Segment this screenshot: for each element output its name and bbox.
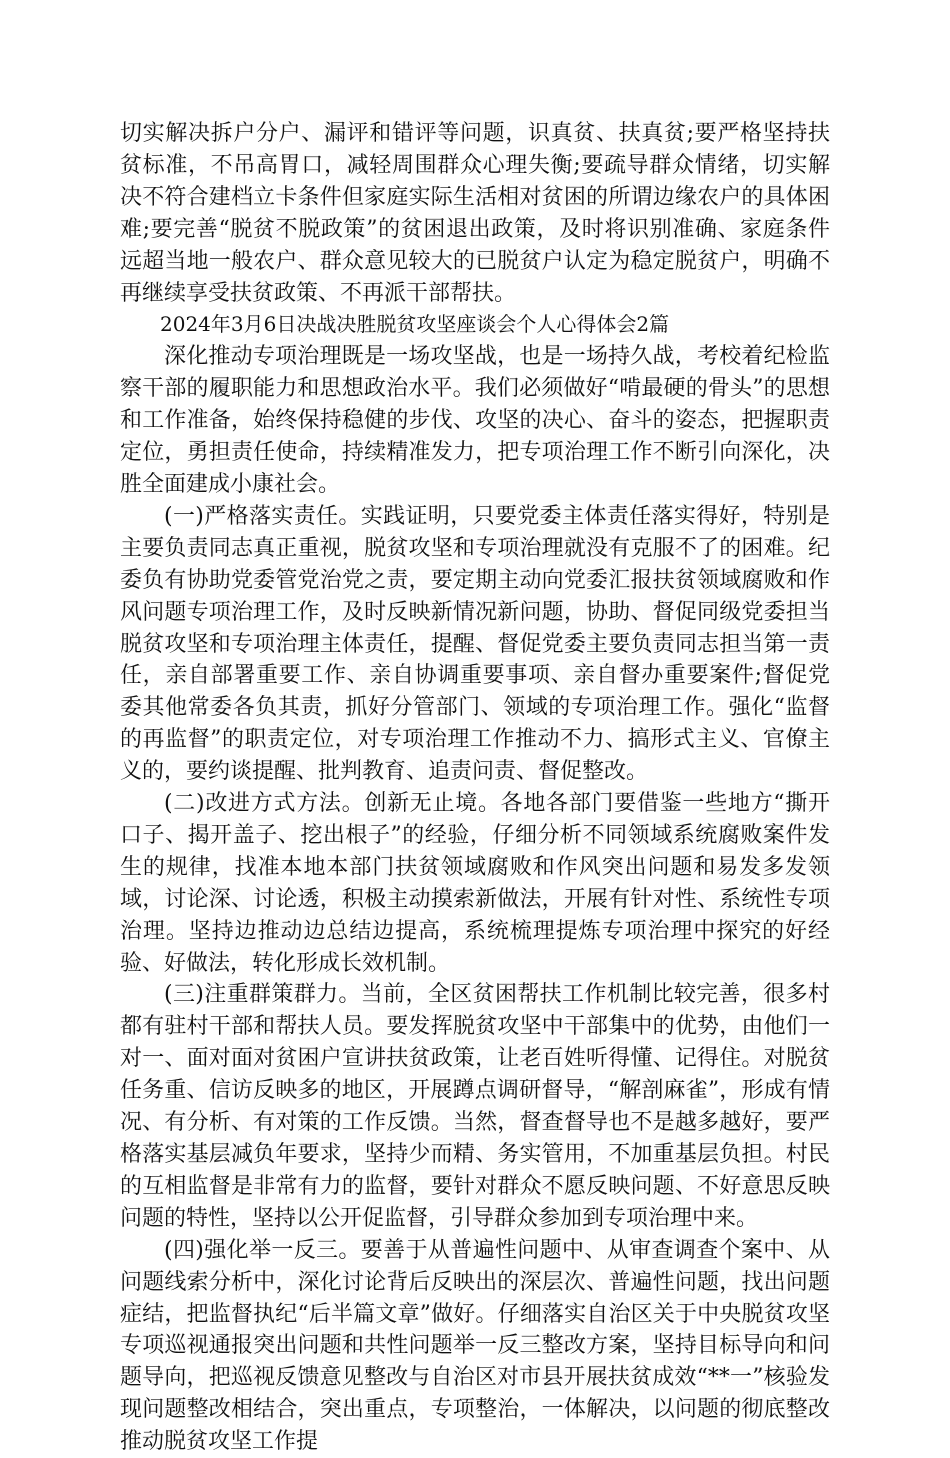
section-1-paragraph: (一)严格落实责任。实践证明，只要党委主体责任落实得好，特别是主要负责同志真正重视，脱贫攻坚和专项治理就没有克服不了的困难。纪委负有协助党委管党治党之责，要定期主动向党委汇报扶贫领域腐败和作风问题专项治理工作，及时反映新情况新问题，协助、督促同级党委担当脱贫攻坚和专项治理主体责任，提醒、督促党委主要负责同志担当第一责任，亲自部署重要工作、亲自协调重要事项、亲自督办重要案件;督促党委其他常委各负其责，抓好分管部门、领域的专项治理工作。强化“监督的再监督”的职责定位，对专项治理工作推动不力、搞形式主义、官僚主义的，要约谈提醒、批判教育、追责问责、督促整改。 xyxy=(120,503,830,785)
section-4-paragraph: (四)强化举一反三。要善于从普遍性问题中、从审查调查个案中、从问题线索分析中，深化讨论背后反映出的深层次、普遍性问题，找出问题症结，把监督执纪“后半篇文章”做好。仔细落实自治区关于中央脱贫攻坚专项巡视通报突出问题和共性问题举一反三整改方案，坚持目标导向和问题导向，把巡视反馈意见整改与自治区对市县开展扶贫成效“**一”核验发现问题整改相结合，突出重点，专项整治，一体解决，以问题的彻底整改推动脱贫攻坚工作提 xyxy=(120,1237,830,1455)
intro-paragraph: 深化推动专项治理既是一场攻坚战，也是一场持久战，考校着纪检监察干部的履职能力和思想政治水平。我们必须做好“啃最硬的骨头”的思想和工作准备，始终保持稳健的步伐、攻坚的决心、奋斗的姿态，把握职责定位，勇担责任使命，持续精准发力，把专项治理工作不断引向深化，决胜全面建成小康社会。 xyxy=(120,344,830,497)
continuation-paragraph: 切实解决拆户分户、漏评和错评等问题，识真贫、扶真贫;要严格坚持扶贫标准，不吊高胃口，减轻周围群众心理失衡;要疏导群众情绪，切实解决不符合建档立卡条件但家庭实际生活相对贫困的所谓边缘农户的具体困难;要完善“脱贫不脱政策”的贫困退出政策，及时将识别准确、家庭条件远超当地一般农户、群众意见较大的已脱贫户认定为稳定脱贫户，明确不再继续享受扶贫政策、不再派干部帮扶。 xyxy=(120,121,830,306)
document-body xyxy=(120,118,830,1458)
section-2-paragraph: (二)改进方式方法。创新无止境。各地各部门要借鉴一些地方“撕开口子、揭开盖子、挖出根子”的经验，仔细分析不同领域系统腐败案件发生的规律，找准本地本部门扶贫领域腐败和作风突出问题和易发多发领域，讨论深、讨论透，积极主动摸索新做法，开展有针对性、系统性专项治理。坚持边推动边总结边提高，系统梳理提炼专项治理中探究的好经验、好做法，转化形成长效机制。 xyxy=(120,791,830,976)
article-title: 2024年3月6日决战决胜脱贫攻坚座谈会个人心得体会2篇 xyxy=(160,312,670,337)
section-3-paragraph: (三)注重群策群力。当前，全区贫困帮扶工作机制比较完善，很多村都有驻村干部和帮扶人员。要发挥脱贫攻坚中干部集中的优势，由他们一对一、面对面对贫困户宣讲扶贫政策，让老百姓听得懂、记得住。对脱贫任务重、信访反映多的地区，开展蹲点调研督导，“解剖麻雀”，形成有情况、有分析、有对策的工作反馈。当然，督查督导也不是越多越好，要严格落实基层减负年要求，坚持少而精、务实管用，不加重基层负担。村民的互相监督是非常有力的监督，要针对群众不愿反映问题、不好意思反映问题的特性，坚持以公开促监督，引导群众参加到专项治理中来。 xyxy=(120,982,830,1231)
